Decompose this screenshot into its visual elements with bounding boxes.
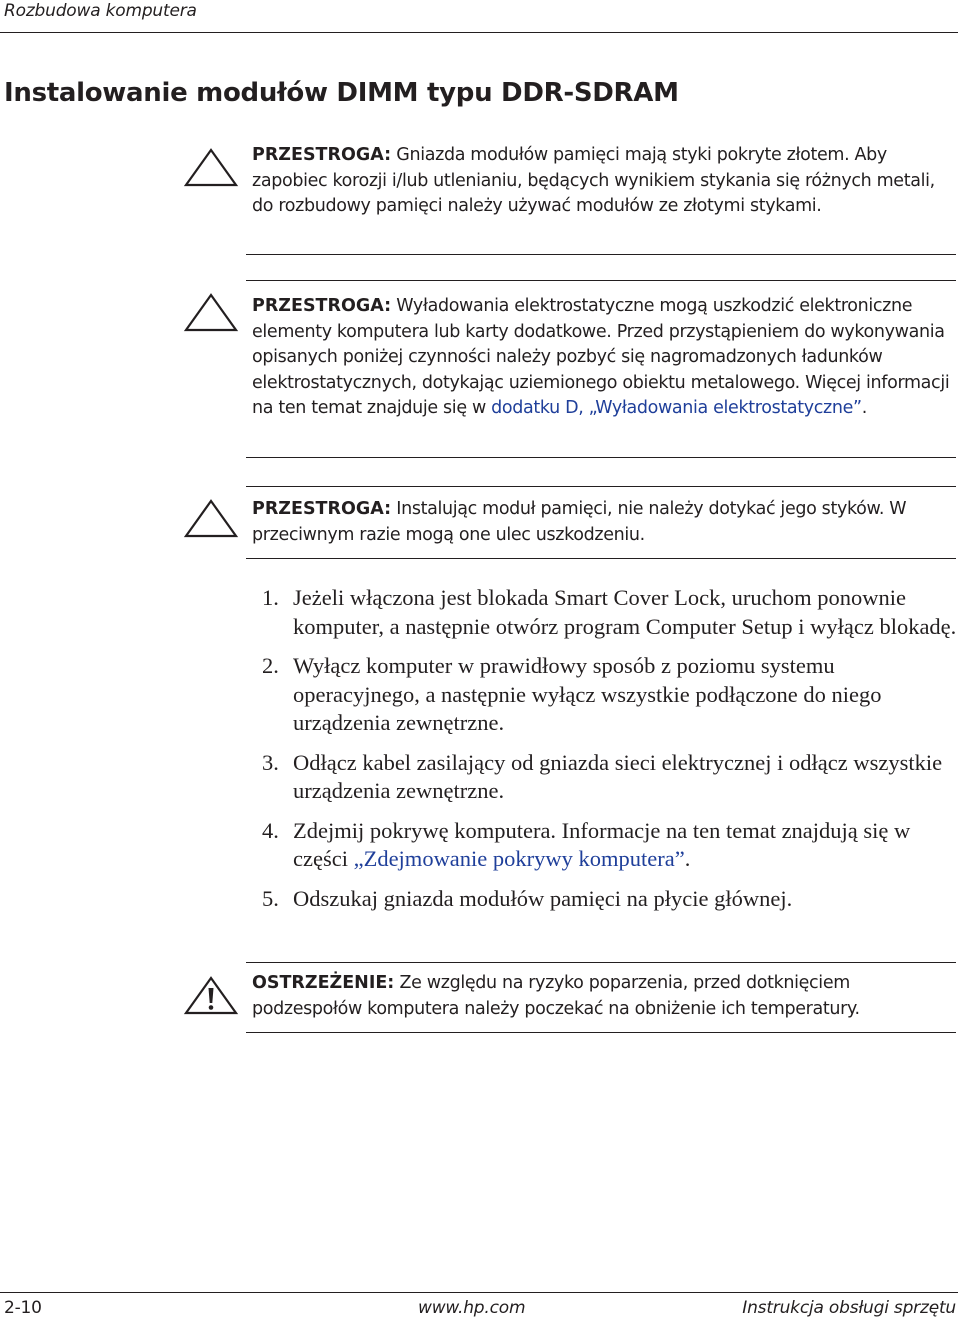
- step-item: [262, 652, 960, 738]
- header-rule: [0, 32, 958, 33]
- caution-triangle-icon: [183, 147, 239, 187]
- step-item: [262, 885, 960, 914]
- remove-cover-link[interactable]: „Zdejmowanie pokrywy komputera”: [353, 846, 685, 871]
- caution-triangle-icon: [183, 292, 239, 332]
- step-number: 5.: [262, 885, 279, 911]
- warning-text: [252, 971, 952, 1022]
- running-header: Rozbudowa komputera: [4, 1, 197, 21]
- footer-rule: [0, 1292, 958, 1293]
- notice-divider: [246, 280, 956, 281]
- step-number: 1.: [262, 585, 279, 610]
- step-number: 3.: [262, 749, 279, 775]
- caution-triangle-icon: [183, 498, 239, 538]
- installation-steps: [262, 584, 960, 924]
- caution-body: Instalując moduł pamięci, nie należy dotykać jego styków. W przeciwnym razie mogą one ulec uszkodzeniu.: [252, 499, 907, 545]
- caution-body: Wyładowania elektrostatyczne mogą uszkodzić elektroniczne elementy komputera lub karty dodatkowe. Przed przystąpieniem do wykonywania opisanych poniżej czynności należy pozbyć się nagromadzonych ładunków elektrostatycznych, dotykając uziemionego obiektu metalowego. Więcej informacji na ten temat znajduje się w: [252, 296, 950, 419]
- caution-body-end: .: [861, 398, 867, 419]
- caution-label: PRZESTROGA:: [252, 499, 392, 519]
- warning-exclamation-icon: [183, 975, 239, 1015]
- step-item: [262, 584, 960, 641]
- section-title: Instalowanie modułów DIMM typu DDR-SDRAM: [4, 78, 679, 108]
- step-text-end: .: [684, 846, 691, 871]
- step-item: [262, 817, 960, 874]
- step-number: 2.: [262, 653, 279, 678]
- notice-divider: [246, 558, 956, 559]
- notice-divider: [246, 254, 956, 255]
- notice-divider: [246, 486, 956, 487]
- page-number: 2-10: [4, 1298, 42, 1318]
- step-number: 4.: [262, 817, 279, 843]
- caution-label: PRZESTROGA:: [252, 145, 392, 165]
- footer-url: www.hp.com: [418, 1298, 526, 1318]
- caution-text-1: [252, 143, 952, 220]
- step-text: Odszukaj gniazda modułów pamięci na płycie głównej.: [293, 885, 793, 911]
- caution-text-2: [252, 294, 952, 422]
- warning-label: OSTRZEŻENIE:: [252, 973, 395, 993]
- notice-divider: [246, 457, 956, 458]
- manual-title: Instrukcja obsługi sprzętu: [742, 1298, 956, 1318]
- notice-divider: [246, 962, 956, 963]
- step-text: Zdejmij pokrywę komputera. Informacje na ten temat znajdują się w części: [293, 817, 911, 871]
- appendix-d-link[interactable]: dodatku D, „Wyładowania elektrostatyczne”: [491, 398, 862, 419]
- step-text: Jeżeli włączona jest blokada Smart Cover Lock, uruchom ponownie komputer, a następnie otwórz program Computer Setup i wyłącz blokadę.: [293, 585, 957, 639]
- step-text: Wyłącz komputer w prawidłowy sposób z poziomu systemu operacyjnego, a następnie wyłącz wszystkie podłączone do niego urządzenia zewnętrzne.: [293, 653, 882, 735]
- step-text: Odłącz kabel zasilający od gniazda sieci elektrycznej i odłącz wszystkie urządzenia zewnętrzne.: [293, 749, 943, 803]
- caution-label: PRZESTROGA:: [252, 296, 392, 316]
- warning-body: Ze względu na ryzyko poparzenia, przed dotknięciem podzespołów komputera należy poczekać na obniżenie ich temperatury.: [252, 973, 860, 1019]
- step-item: [262, 749, 960, 806]
- caution-body: Gniazda modułów pamięci mają styki pokryte złotem. Aby zapobiec korozji i/lub utlenianiu, będących wynikiem stykania się różnych metali, do rozbudowy pamięci należy używać modułów ze złotymi stykami.: [252, 145, 935, 217]
- caution-text-3: [252, 497, 952, 548]
- notice-divider: [246, 1032, 956, 1033]
